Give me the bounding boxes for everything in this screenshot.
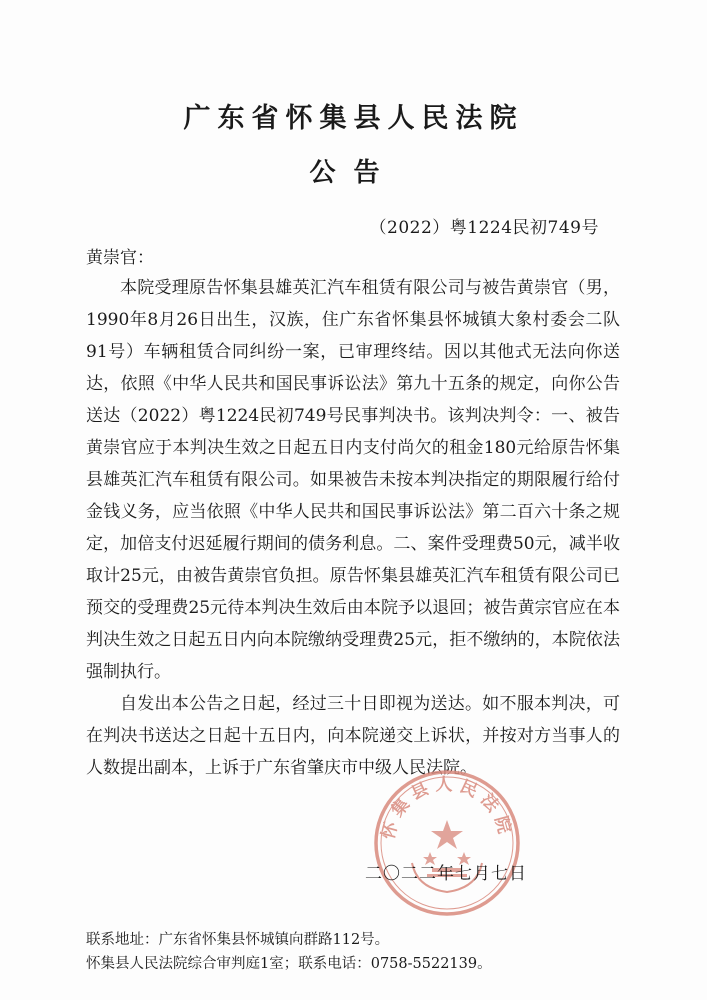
notice-date: 二〇二二年七月七日 <box>365 864 527 884</box>
contact-address: 联系地址：广东省怀集县怀城镇向群路112号。 <box>86 932 390 948</box>
body-paragraph-judgment: 本院受理原告怀集县雄英汇汽车租赁有限公司与被告黄崇官（男，1990年8月26日出生，汉族，住广东省怀集县怀城镇大象村委会二队91号）车辆租赁合同纠纷一案，已审理终结。因以其他式无法向你送达，依照《中华人民共和国民事诉讼法》第九十五条的规定，向你公告送达（2022）粤1224民初749号民事判决书。该判决判令：一、被告黄崇官应于本判决生效之日起五日内支付尚欠的租金180元给原告怀集县雄英汇汽车租赁有限公司。如果被告未按本判决指定的期限履行给付金钱义务，应当依照《中华人民共和国民事诉讼法》第二百六十条之规定，加倍支付迟延履行期间的债务利息。二、案件受理费50元，减半收取计25元，由被告黄崇官负担。原告怀集县雄英汇汽车租赁有限公司已预交的受理费25元待本判决生效后由本院予以退回；被告黄宗官应在本判决生效之日起五日内向本院缴纳受理费25元，拒不缴纳的，本院依法强制执行。 <box>86 278 620 682</box>
notice-title: 公告 <box>309 158 398 188</box>
court-seal-icon <box>372 768 522 918</box>
seal-text: 怀集县人民法院 <box>378 775 516 842</box>
notice-body <box>86 272 620 784</box>
case-number: （2022）粤1224民初749号 <box>369 218 599 238</box>
contact-footer <box>86 928 492 976</box>
body-paragraph-service: 自发出本公告之日起，经过三十日即视为送达。如不服本判决，可在判决书送达之日起十五日内，向本院递交上诉状，并按对方当事人的人数提出副本，上诉于广东省肇庆市中级人民法院。 <box>86 694 620 778</box>
court-name-heading: 广东省怀集县人民法院 <box>183 103 524 134</box>
contact-phone-line: 怀集县人民法院综合审判庭1室；联系电话：0758-5522139。 <box>86 956 492 972</box>
addressee: 黄崇官： <box>86 248 154 268</box>
